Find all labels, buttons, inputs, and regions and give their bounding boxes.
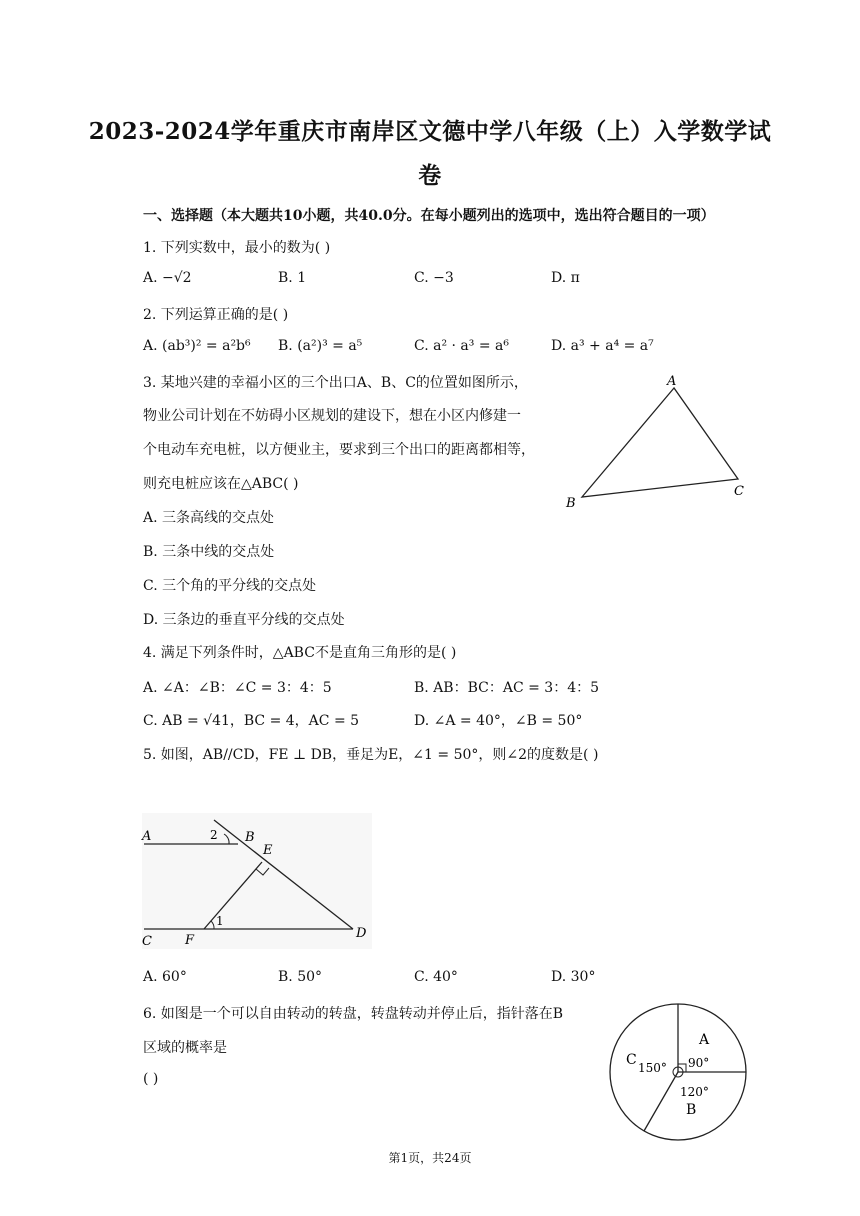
q3-option-c: C. 三个角的平分线的交点处 [143, 578, 317, 594]
angle-label-1: 1 [216, 914, 224, 928]
sector-degree-c: 150° [638, 1061, 667, 1075]
sector-label-b: B [686, 1102, 697, 1118]
q6-spinner-figure [604, 1000, 752, 1144]
q2-stem: 2. 下列运算正确的是( ) [143, 307, 289, 323]
point-label-e: E [263, 843, 273, 858]
q1-option-d: D. π [551, 270, 580, 286]
q3-triangle-figure [555, 368, 755, 518]
vertex-label-c: C [734, 484, 744, 499]
q1-option-a: A. −√2 [143, 270, 192, 286]
q1-option-b: B. 1 [278, 270, 307, 286]
q5-option-d: D. 30° [551, 969, 596, 985]
divider-lower-left [644, 1072, 678, 1131]
q4-option-a: A. ∠A：∠B：∠C = 3：4：5 [143, 680, 332, 696]
page-title-line2: 卷 [418, 162, 442, 189]
q3-stem-line2: 物业公司计划在不妨碍小区规划的建设下，想在小区内修建一 [143, 408, 521, 424]
angle-label-2: 2 [210, 828, 218, 842]
q3-option-b: B. 三条中线的交点处 [143, 544, 275, 560]
q4-stem: 4. 满足下列条件时，△ABC不是直角三角形的是( ) [143, 645, 457, 661]
triangle-abc [582, 388, 738, 497]
sector-label-a: A [699, 1032, 710, 1048]
page-footer: 第1页，共24页 [388, 1151, 472, 1165]
q2-option-d: D. a³ + a⁴ = a⁷ [551, 338, 654, 354]
q1-stem: 1. 下列实数中，最小的数为( ) [143, 240, 331, 256]
q1-option-c: C. −3 [414, 270, 454, 286]
q4-option-d: D. ∠A = 40°，∠B = 50° [414, 713, 583, 729]
sector-degree-b: 120° [680, 1085, 709, 1099]
q6-stem-line1: 6. 如图是一个可以自由转动的转盘，转盘转动并停止后，指针落在B [143, 1006, 564, 1022]
q3-option-d: D. 三条边的垂直平分线的交点处 [143, 612, 345, 628]
page-title-line1: 2023-2024学年重庆市南岸区文德中学八年级（上）入学数学试 [88, 118, 772, 145]
q2-option-c: C. a² · a³ = a⁶ [414, 338, 509, 354]
q4-option-b: B. AB：BC：AC = 3：4：5 [414, 680, 600, 696]
q2-option-b: B. (a²)³ = a⁵ [278, 338, 363, 354]
sector-label-c: C [626, 1052, 637, 1068]
right-angle-mark [678, 1064, 686, 1072]
point-label-a: A [142, 829, 152, 844]
vertex-label-a: A [667, 374, 677, 389]
point-label-d: D [356, 926, 367, 941]
q6-stem-line3: ( ) [143, 1071, 159, 1087]
q3-stem-line4: 则充电桩应该在△ABC( ) [143, 476, 299, 492]
vertex-label-b: B [566, 496, 576, 511]
section-heading: 一、选择题（本大题共10小题，共40.0分。在每小题列出的选项中，选出符合题目的一项） [143, 208, 715, 224]
q5-parallel-lines-figure [138, 810, 378, 952]
q5-option-b: B. 50° [278, 969, 323, 985]
q3-option-a: A. 三条高线的交点处 [143, 510, 275, 526]
point-label-f: F [185, 933, 195, 948]
q3-stem-line1: 3. 某地兴建的幸福小区的三个出口A、B、C的位置如图所示， [143, 375, 528, 391]
point-label-b: B [245, 830, 255, 845]
q5-option-c: C. 40° [414, 969, 458, 985]
point-label-c: C [142, 934, 152, 949]
q5-option-a: A. 60° [143, 969, 187, 985]
q5-stem: 5. 如图，AB//CD，FE ⊥ DB，垂足为E，∠1 = 50°，则∠2的度数是( ) [143, 747, 599, 763]
sector-degree-a: 90° [688, 1056, 710, 1070]
q4-option-c: C. AB = √41，BC = 4，AC = 5 [143, 713, 360, 729]
q6-stem-line2: 区域的概率是 [143, 1040, 227, 1056]
q3-stem-line3: 个电动车充电桩，以方便业主，要求到三个出口的距离都相等， [143, 442, 535, 458]
q2-option-a: A. (ab³)² = a²b⁶ [143, 338, 251, 354]
